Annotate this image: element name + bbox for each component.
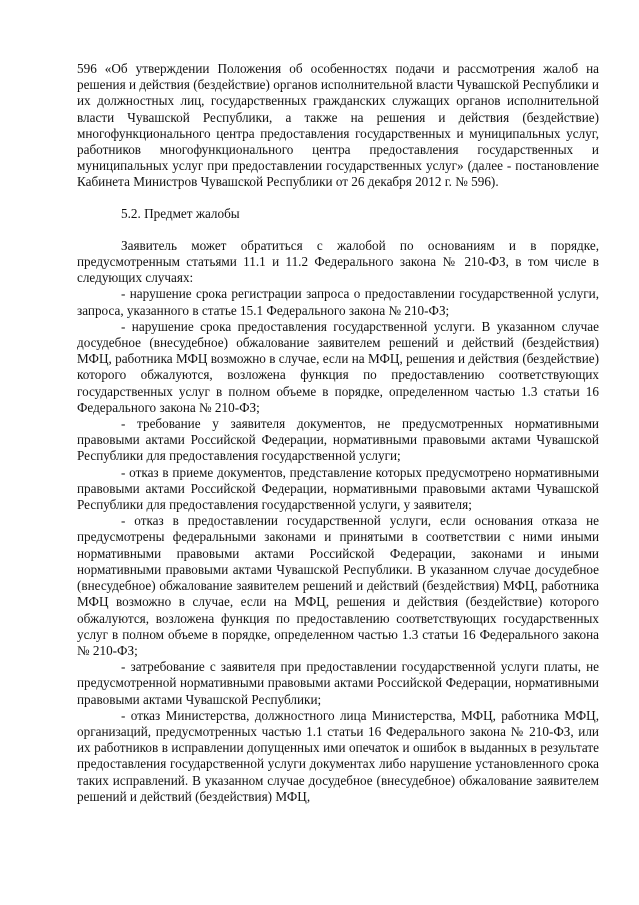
intro-paragraph: 596 «Об утверждении Положения об особенностях подачи и рассмотрения жалоб на решения и действия (бездействие) органов исполнительной власти Чувашской Республики и их должностных лиц, государственных гражданских служащих органов исполнительной власти Чувашской Республики, а также на решения и действия (бездействие) многофункционального центра предоставления государственных и муниципальных услуг, работников многофункционального центра предоставления государственных и муниципальных услуг при предоставлении государственных услуг» (далее - постановление Кабинета Министров Чувашской Республики от 26 декабря 2012 г. № 596). <box>77 61 599 190</box>
section-heading: 5.2. Предмет жалобы <box>121 205 240 221</box>
list-item: - отказ в предоставлении государственной услуги, если основания отказа не предусмотрены федеральными законами и принятыми в соответствии с ними иными нормативными правовыми актами Российской Федерации, законами и иными нормативными правовыми актами Чувашской Республики. В указанном случае досудебное (внесудебное) обжалование заявителем решений и действий (бездействия) МФЦ, работника МФЦ возможно в случае, если на МФЦ, решения и действия (бездействие) которого обжалуются, возложена функция по предоставлению соответствующих государственных услуг в полном объеме в порядке, определенном частью 1.3 статьи 16 Федерального закона № 210-ФЗ; <box>77 513 599 658</box>
document-page <box>77 61 599 805</box>
list-item: - затребование с заявителя при предоставлении государственной услуги платы, не предусмотренной нормативными правовыми актами Российской Федерации, нормативными правовыми актами Чувашской Республики; <box>77 659 599 707</box>
list-item: - нарушение срока регистрации запроса о предоставлении государственной услуги, запроса, указанного в статье 15.1 Федерального закона № 210-ФЗ; <box>77 286 599 318</box>
list-item: - отказ Министерства, должностного лица Министерства, МФЦ, работника МФЦ, организаций, предусмотренных частью 1.1 статьи 16 Федерального закона № 210-ФЗ, или их работников в исправлении допущенных ими опечаток и ошибок в выданных в результате предоставления государственной услуги документах либо нарушение установленного срока таких исправлений. В указанном случае досудебное (внесудебное) обжалование заявителем решений и действий (бездействия) МФЦ, <box>77 707 599 804</box>
list-item: - отказ в приеме документов, представление которых предусмотрено нормативными правовыми актами Российской Федерации, нормативными правовыми актами Чувашской Республики для предоставления государственной услуги, у заявителя; <box>77 464 599 513</box>
list-item: - требование у заявителя документов, не предусмотренных нормативными правовыми актами Российской Федерации, нормативными правовыми актами Чувашской Республики для предоставления государственной услуги; <box>77 416 599 464</box>
list-item: - нарушение срока предоставления государственной услуги. В указанном случае досудебное (внесудебное) обжалование заявителем решений и действий (бездействия) МФЦ, работника МФЦ возможно в случае, если на МФЦ, решения и действия (бездействие) которого обжалуются, возложена функция по предоставлению соответствующих государственных услуг в полном объеме в порядке, определенном частью 1.3 статьи 16 Федерального закона № 210-ФЗ; <box>77 318 599 415</box>
lead-paragraph: Заявитель может обратиться с жалобой по основаниям и в порядке, предусмотренным статьями 11.1 и 11.2 Федерального закона № 210-ФЗ, в том числе в следующих случаях: <box>77 237 599 286</box>
